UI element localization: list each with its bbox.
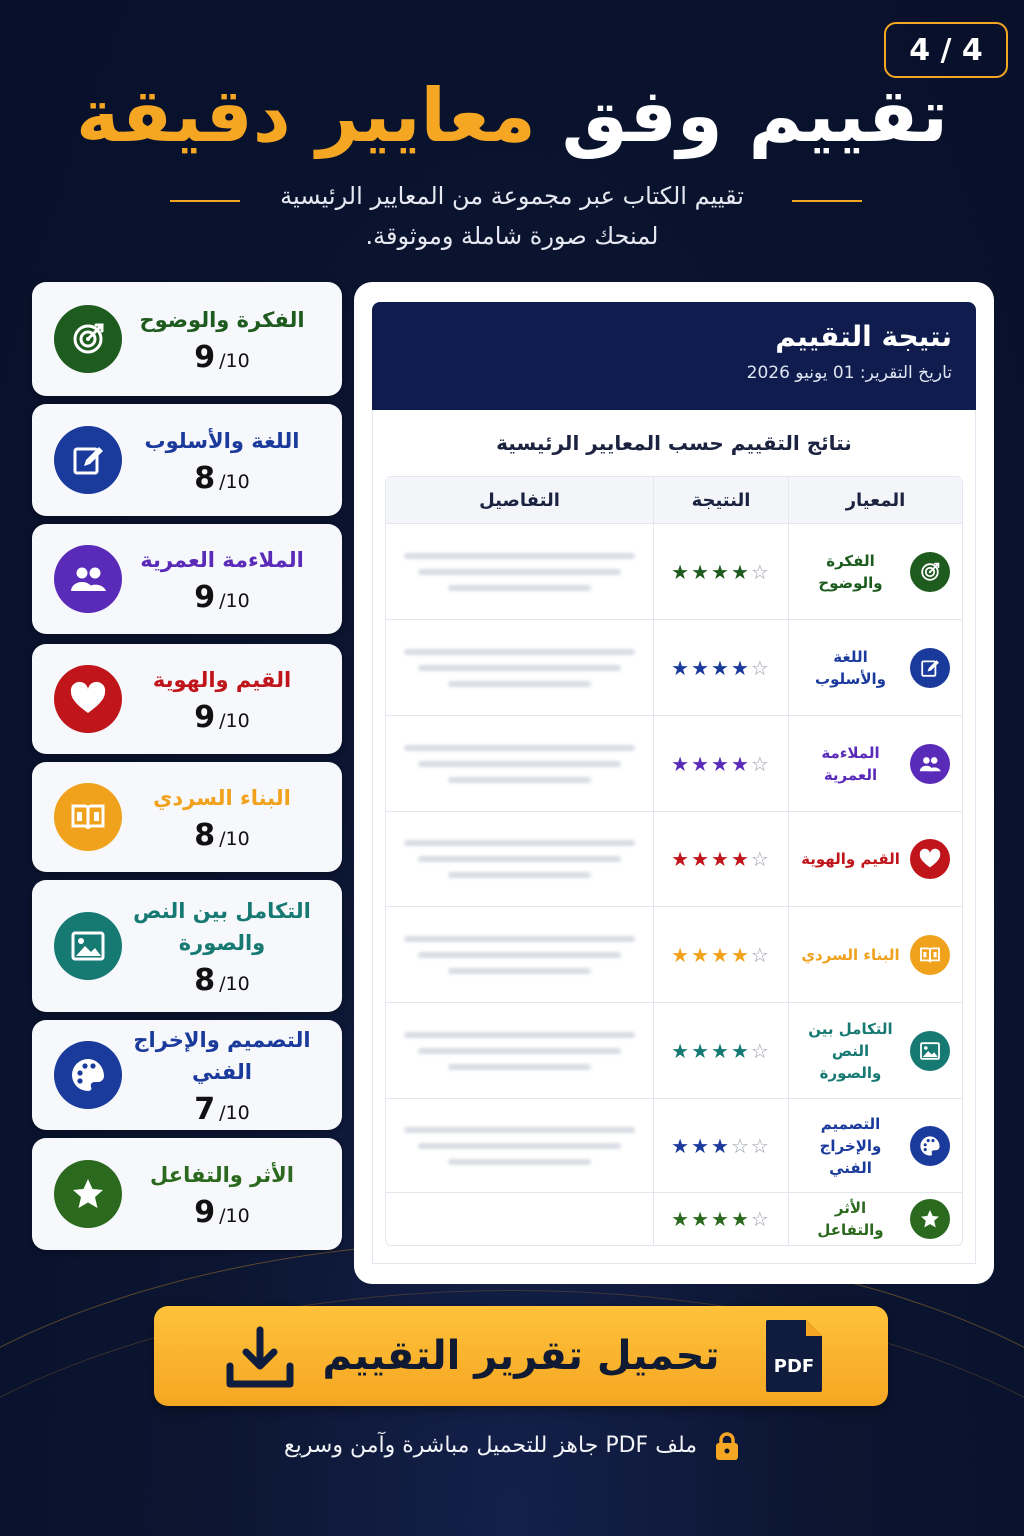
star-empty-icon: ☆ <box>750 1207 771 1231</box>
panel-title: نتيجة التقييم <box>775 320 952 353</box>
star-filled-icon: ★ <box>691 751 712 776</box>
download-label: تحميل تقرير التقييم <box>322 1333 720 1379</box>
stars-rating <box>653 524 788 619</box>
table-row <box>386 907 962 1003</box>
download-icon <box>224 1326 296 1390</box>
star-filled-icon: ★ <box>711 847 731 871</box>
criterion-label: الأثر والتفاعل <box>817 1199 884 1239</box>
column-header-criterion: المعيار <box>788 477 962 523</box>
criterion-card <box>32 762 342 872</box>
star-filled-icon: ★ <box>730 751 751 776</box>
star-filled-icon: ★ <box>671 655 692 680</box>
criterion-icon <box>910 744 950 784</box>
star-empty-icon: ☆ <box>750 559 771 584</box>
table-row <box>386 1193 962 1245</box>
blurred-detail-line <box>418 1048 621 1054</box>
blurred-detail-line <box>404 553 635 559</box>
star-filled-icon: ★ <box>691 1038 712 1063</box>
table-row <box>386 524 962 620</box>
card-name: الملاءمة العمرية <box>140 547 304 572</box>
results-table <box>385 476 963 1246</box>
details-cell <box>386 907 653 1002</box>
target-icon <box>918 560 942 584</box>
star-filled-icon: ★ <box>730 1038 751 1063</box>
star-empty-icon: ☆ <box>750 655 771 680</box>
star-filled-icon: ★ <box>691 1133 712 1158</box>
criterion-cell <box>788 1193 962 1245</box>
card-icon <box>54 912 122 980</box>
details-cell <box>386 812 653 906</box>
criterion-icon <box>910 648 950 688</box>
criterion-cell <box>788 1099 962 1192</box>
stars-rating <box>653 812 788 906</box>
card-name: الأثر والتفاعل <box>150 1162 294 1187</box>
blurred-detail-line <box>448 585 591 591</box>
score-max: /10 <box>219 470 250 493</box>
score-value: 8 <box>194 460 216 496</box>
card-name: التصميم والإخراج الفني <box>133 1027 311 1084</box>
card-score <box>122 818 322 853</box>
blurred-detail-line <box>404 840 635 846</box>
star-icon <box>918 1207 942 1231</box>
card-text <box>122 1159 322 1230</box>
card-text <box>122 1024 322 1127</box>
card-score <box>122 1092 322 1127</box>
criterion-card <box>32 1138 342 1250</box>
star-filled-icon: ★ <box>711 751 731 776</box>
blurred-detail-line <box>448 1159 591 1165</box>
blurred-detail-line <box>404 745 635 751</box>
table-row <box>386 620 962 716</box>
criterion-cell <box>788 812 962 906</box>
book-icon <box>68 797 108 837</box>
users-icon <box>918 752 942 776</box>
results-panel <box>354 282 994 1284</box>
star-filled-icon: ★ <box>730 847 751 871</box>
criterion-icon <box>910 1031 950 1071</box>
criterion-card <box>32 524 342 634</box>
star-filled-icon: ★ <box>671 942 692 967</box>
blurred-detail-line <box>418 1143 621 1149</box>
star-filled-icon: ★ <box>671 559 692 584</box>
criterion-cell <box>788 1003 962 1098</box>
star-empty-icon: ☆ <box>750 1133 771 1158</box>
score-value: 9 <box>194 699 216 735</box>
star-filled-icon: ★ <box>671 1207 692 1231</box>
palette-icon <box>68 1055 108 1095</box>
card-text <box>122 544 322 615</box>
image-icon <box>918 1039 942 1063</box>
criterion-label: القيم والهوية <box>801 850 900 868</box>
download-report-button[interactable] <box>154 1306 888 1406</box>
image-icon <box>68 926 108 966</box>
table-row <box>386 812 962 907</box>
details-cell <box>386 1099 653 1192</box>
details-cell <box>386 524 653 619</box>
download-note <box>0 1426 1024 1466</box>
edit-icon <box>918 656 942 680</box>
card-text <box>122 664 322 735</box>
card-name: القيم والهوية <box>152 667 292 692</box>
criterion-icon <box>910 552 950 592</box>
criterion-cell <box>788 524 962 619</box>
stars-rating <box>653 620 788 715</box>
score-max: /10 <box>219 827 250 850</box>
score-max: /10 <box>219 349 250 372</box>
star-filled-icon: ★ <box>671 751 692 776</box>
blurred-detail-line <box>418 665 621 671</box>
score-max: /10 <box>219 709 250 732</box>
page-indicator: 4 / 4 <box>884 22 1008 78</box>
blurred-detail-line <box>404 936 635 942</box>
star-filled-icon: ★ <box>730 1207 751 1231</box>
note-text: ملف PDF جاهز للتحميل مباشرة وآمن وسريع <box>283 1433 698 1458</box>
stars-rating <box>653 1003 788 1098</box>
score-value: 8 <box>194 962 216 998</box>
criterion-card <box>32 282 342 396</box>
score-value: 8 <box>194 817 216 853</box>
criterion-label: التصميم والإخراج الفني <box>819 1114 882 1177</box>
card-score <box>122 580 322 615</box>
heart-icon <box>68 679 108 719</box>
card-icon <box>54 305 122 373</box>
column-header-details: التفاصيل <box>386 477 653 523</box>
table-row <box>386 1099 962 1193</box>
criterion-cell <box>788 716 962 811</box>
blurred-detail-line <box>448 777 591 783</box>
decorative-line <box>170 200 240 202</box>
score-max: /10 <box>219 1101 250 1124</box>
star-filled-icon: ★ <box>671 1133 692 1158</box>
score-max: /10 <box>219 972 250 995</box>
card-text <box>122 304 322 375</box>
criterion-cell <box>788 907 962 1002</box>
criterion-card <box>32 404 342 516</box>
star-filled-icon: ★ <box>711 1038 731 1063</box>
stars-rating <box>653 1193 788 1245</box>
details-cell <box>386 1193 653 1245</box>
card-icon <box>54 545 122 613</box>
title-white: تقييم وفق <box>561 73 949 159</box>
card-score <box>122 1195 322 1230</box>
criterion-label: الملاءمة العمرية <box>821 743 880 784</box>
star-filled-icon: ★ <box>691 559 712 584</box>
star-filled-icon: ★ <box>711 942 731 967</box>
panel-body <box>372 410 976 1264</box>
blurred-detail-line <box>404 1127 635 1133</box>
criterion-card <box>32 880 342 1012</box>
criterion-label: الفكرة والوضوح <box>818 551 883 592</box>
star-filled-icon: ★ <box>691 847 712 871</box>
stars-rating <box>653 716 788 811</box>
blurred-detail-line <box>404 649 635 655</box>
edit-icon <box>68 440 108 480</box>
star-filled-icon: ★ <box>730 655 751 680</box>
page-title <box>0 66 1024 166</box>
star-filled-icon: ★ <box>711 1207 731 1231</box>
report-date: تاريخ التقرير: 01 يونيو 2026 <box>746 363 952 383</box>
subtitle-line: لمنحك صورة شاملة وموثوقة. <box>365 222 659 250</box>
lock-icon <box>714 1431 740 1461</box>
blurred-detail-line <box>418 761 621 767</box>
decorative-line <box>792 200 862 202</box>
blurred-detail-line <box>404 1032 635 1038</box>
blurred-detail-line <box>418 569 621 575</box>
target-icon <box>68 319 108 359</box>
stars-rating <box>653 1099 788 1192</box>
criterion-cell <box>788 620 962 715</box>
card-text <box>122 895 322 998</box>
blurred-detail-line <box>448 872 591 878</box>
card-text <box>122 782 322 853</box>
column-header-result: النتيجة <box>653 477 788 523</box>
card-icon <box>54 1160 122 1228</box>
star-filled-icon: ★ <box>671 847 692 871</box>
star-filled-icon: ★ <box>691 655 712 680</box>
card-score <box>122 340 322 375</box>
star-filled-icon: ★ <box>711 1133 731 1158</box>
card-text <box>122 425 322 496</box>
criterion-card <box>32 644 342 754</box>
star-filled-icon: ★ <box>730 942 751 967</box>
details-cell <box>386 716 653 811</box>
card-score <box>122 461 322 496</box>
score-max: /10 <box>219 589 250 612</box>
card-name: اللغة والأسلوب <box>144 428 300 453</box>
table-title: نتائج التقييم حسب المعايير الرئيسية <box>496 431 852 455</box>
criterion-label: التكامل بين النص والصورة <box>808 1019 893 1082</box>
card-name: التكامل بين النص والصورة <box>133 898 311 955</box>
card-name: الفكرة والوضوح <box>139 307 305 332</box>
card-icon <box>54 426 122 494</box>
score-value: 9 <box>194 579 216 615</box>
palette-icon <box>918 1134 942 1158</box>
criterion-icon <box>910 839 950 879</box>
card-name: البناء السردي <box>153 785 291 810</box>
users-icon <box>68 559 108 599</box>
blurred-detail-line <box>448 681 591 687</box>
book-icon <box>918 943 942 967</box>
star-filled-icon: ★ <box>671 1038 692 1063</box>
criterion-icon <box>910 1126 950 1166</box>
star-empty-icon: ☆ <box>730 1133 751 1158</box>
star-filled-icon: ★ <box>691 1207 712 1231</box>
criterion-icon <box>910 935 950 975</box>
star-icon <box>68 1174 108 1214</box>
score-value: 9 <box>194 339 216 375</box>
blurred-detail-line <box>448 968 591 974</box>
card-score <box>122 700 322 735</box>
card-icon <box>54 1041 122 1109</box>
blurred-detail-line <box>418 856 621 862</box>
subtitle <box>250 176 774 256</box>
star-empty-icon: ☆ <box>750 942 771 967</box>
criterion-label: اللغة والأسلوب <box>815 647 886 688</box>
blurred-detail-line <box>448 1064 591 1070</box>
pdf-badge: PDF <box>773 1356 815 1377</box>
table-row <box>386 1003 962 1099</box>
star-filled-icon: ★ <box>730 559 751 584</box>
card-score <box>122 963 322 998</box>
score-max: /10 <box>219 1204 250 1227</box>
table-row <box>386 716 962 812</box>
star-empty-icon: ☆ <box>750 1038 771 1063</box>
score-value: 9 <box>194 1194 216 1230</box>
criterion-card <box>32 1020 342 1130</box>
star-empty-icon: ☆ <box>750 751 771 776</box>
card-icon <box>54 665 122 733</box>
blurred-detail-line <box>418 952 621 958</box>
card-icon <box>54 783 122 851</box>
star-filled-icon: ★ <box>691 942 712 967</box>
subtitle-line: تقييم الكتاب عبر مجموعة من المعايير الرئيسية <box>280 182 744 210</box>
criterion-icon <box>910 1199 950 1239</box>
heart-icon <box>918 847 942 871</box>
panel-header <box>372 302 976 410</box>
details-cell <box>386 1003 653 1098</box>
star-filled-icon: ★ <box>711 655 731 680</box>
star-filled-icon: ★ <box>711 559 731 584</box>
criterion-label: البناء السردي <box>801 945 900 964</box>
table-header-row <box>386 477 962 524</box>
score-value: 7 <box>194 1091 216 1127</box>
star-empty-icon: ☆ <box>750 847 771 871</box>
stars-rating <box>653 907 788 1002</box>
title-yellow: معايير دقيقة <box>75 73 536 159</box>
details-cell <box>386 620 653 715</box>
